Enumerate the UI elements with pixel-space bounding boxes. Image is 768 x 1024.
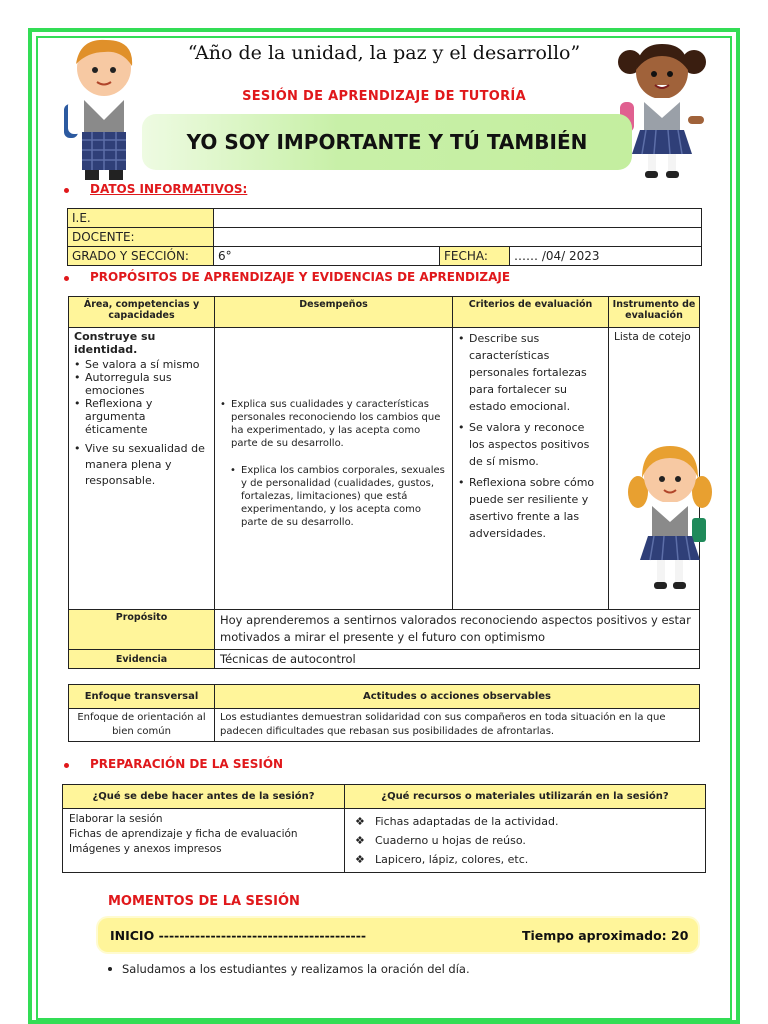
bullet-icon <box>64 763 69 768</box>
bullet-icon <box>108 967 112 971</box>
recurso-item: Lapicero, lápiz, colores, etc. <box>375 853 529 866</box>
evidencia-text: Técnicas de autocontrol <box>215 650 700 669</box>
session-type-heading: SESIÓN DE APRENDIZAJE DE TUTORÍA <box>242 89 526 104</box>
tiempo-label: Tiempo aproximado: 20 <box>522 928 689 943</box>
proposito-label: Propósito <box>69 610 215 650</box>
col-antes: ¿Qué se debe hacer antes de la sesión? <box>63 785 345 809</box>
session-title: YO SOY IMPORTANTE Y TÚ TAMBIÉN <box>186 130 588 154</box>
bullet-icon <box>64 188 69 193</box>
antes-item: Imágenes y anexos impresos <box>69 843 222 855</box>
grado-label: GRADO Y SECCIÓN: <box>68 247 214 266</box>
capacidad-item: • Reflexiona y argumenta éticamente <box>74 397 209 436</box>
year-motto: “Año de la unidad, la paz y el desarrollo” <box>187 42 581 64</box>
datos-heading: DATOS INFORMATIVOS: <box>90 182 248 196</box>
proposito-text: Hoy aprenderemos a sentirnos valorados reconociendo aspectos positivos y estar motivados a mirar el presente y el futuro con optimismo <box>215 610 700 650</box>
inicio-label: INICIO ---------------------------------------- <box>110 928 367 943</box>
docente-label: DOCENTE: <box>68 228 214 247</box>
docente-value <box>214 228 702 247</box>
competencia-title: Construye su identidad. <box>74 330 156 356</box>
actitudes-value: Los estudiantes demuestran solidaridad con sus compañeros en toda situación en la que padecen dificultades que rebasan sus posibilidades de afrontarlas. <box>215 709 700 742</box>
col-area: Área, competencias y capacidades <box>69 297 215 328</box>
propositos-heading: PROPÓSITOS DE APRENDIZAJE Y EVIDENCIAS DE APRENDIZAJE <box>90 270 511 284</box>
fecha-value: …… /04/ 2023 <box>510 247 702 266</box>
capacidad-item: • Vive su sexualidad de manera plena y responsable. <box>74 441 209 489</box>
ie-value <box>214 209 702 228</box>
recursos-cell <box>345 809 706 873</box>
propositos-table <box>68 296 700 669</box>
desempeno-item: • Explica sus cualidades y características personales reconociendo los cambios que ha experimentado, y las acepta como parte de su desarrollo. <box>220 398 447 450</box>
ie-label: I.E. <box>68 209 214 228</box>
diamond-bullet-icon: ❖ <box>355 853 365 866</box>
antes-item: Fichas de aprendizaje y ficha de evaluación <box>69 828 298 840</box>
fecha-label: FECHA: <box>440 247 510 266</box>
criterios-cell <box>453 328 609 610</box>
capacidad-item: • Autorregula sus emociones <box>74 371 209 397</box>
col-desempenos: Desempeños <box>215 297 453 328</box>
antes-cell <box>63 809 345 873</box>
col-enfoque: Enfoque transversal <box>69 685 215 709</box>
grado-value: 6° <box>214 247 440 266</box>
momentos-heading: MOMENTOS DE LA SESIÓN <box>108 894 300 909</box>
col-recursos: ¿Qué recursos o materiales utilizarán en la sesión? <box>345 785 706 809</box>
col-actitudes: Actitudes o acciones observables <box>215 685 700 709</box>
datos-table <box>67 208 702 266</box>
criterio-item: • Se valora y reconoce los aspectos positivos de sí mismo. <box>458 419 603 470</box>
col-instrumento: Instrumento de evaluación <box>609 297 700 328</box>
area-cell <box>69 328 215 610</box>
evidencia-label: Evidencia <box>69 650 215 669</box>
capacidad-item: • Se valora a sí mismo <box>74 358 209 371</box>
criterio-item: • Describe sus características personales fortalezas para fortalecer su estado emocional. <box>458 330 603 415</box>
preparacion-heading: PREPARACIÓN DE LA SESIÓN <box>90 757 284 771</box>
recurso-item: Cuaderno u hojas de reúso. <box>375 834 526 847</box>
desempeno-item: • Explica los cambios corporales, sexuales y de personalidad (cualidades, gustos, fortalezas, limitaciones) que está experimentando, y los acepta como parte de su desarrollo. <box>230 464 447 529</box>
girl-illustration-side <box>620 442 720 597</box>
instrumento-value: Lista de cotejo <box>614 331 691 343</box>
recurso-item: Fichas adaptadas de la actividad. <box>375 815 559 828</box>
enfoque-value: Enfoque de orientación al bien común <box>69 709 215 742</box>
enfoque-table <box>68 684 700 742</box>
saludo-text: Saludamos a los estudiantes y realizamos la oración del día. <box>122 962 470 976</box>
col-criterios: Criterios de evaluación <box>453 297 609 328</box>
desempenos-cell <box>215 328 453 610</box>
diamond-bullet-icon: ❖ <box>355 815 365 828</box>
diamond-bullet-icon: ❖ <box>355 834 365 847</box>
preparacion-table <box>62 784 706 873</box>
criterio-item: • Reflexiona sobre cómo puede ser resiliente y asertivo frente a las adversidades. <box>458 474 603 542</box>
antes-item: Elaborar la sesión <box>69 813 163 825</box>
bullet-icon <box>64 276 69 281</box>
